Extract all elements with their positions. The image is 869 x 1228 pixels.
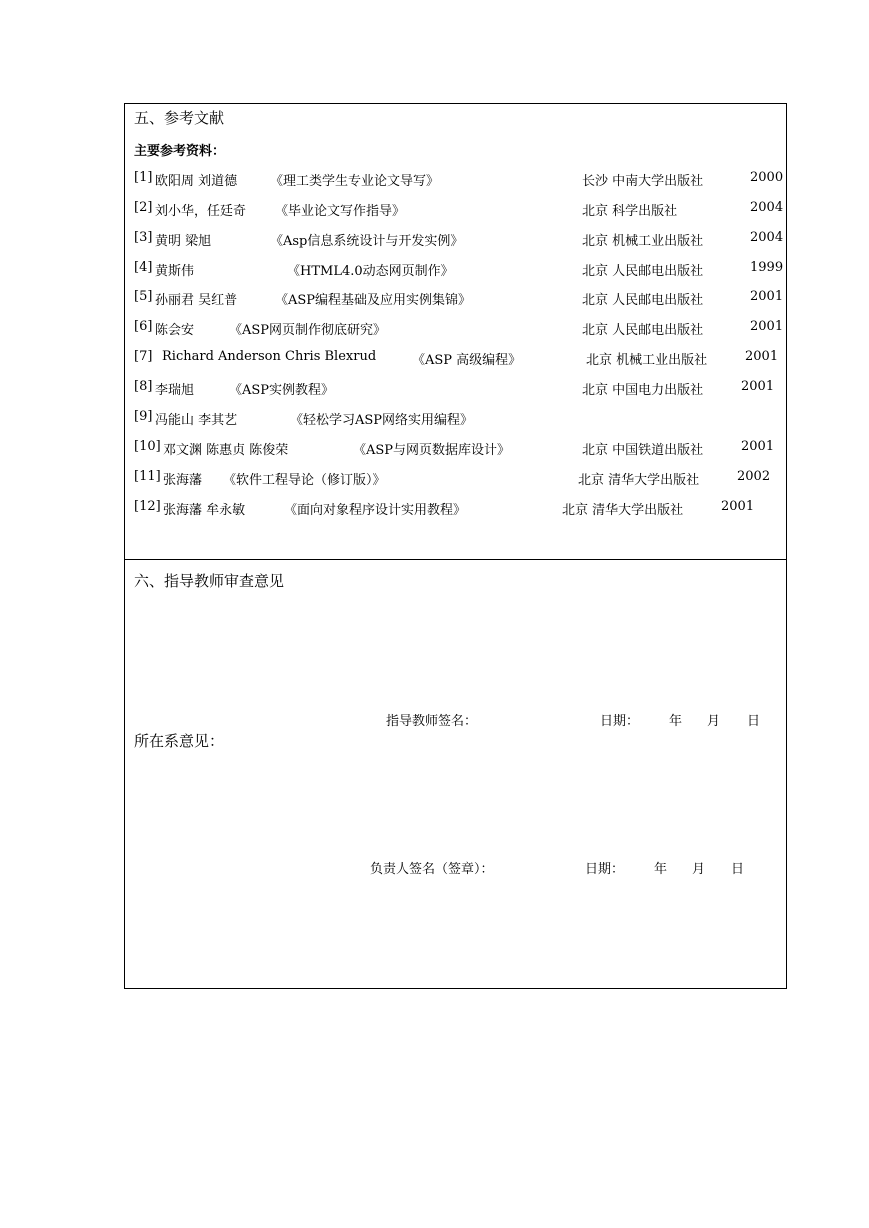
reference-number: [3] <box>134 230 153 245</box>
reference-authors: 欧阳周 刘道德 <box>155 174 238 189</box>
proposal-form-table <box>124 103 787 989</box>
reference-year: 1999 <box>750 260 784 275</box>
head-date-label: 日期： <box>585 862 625 877</box>
reference-publisher: 北京 人民邮电出版社 <box>582 323 704 338</box>
reference-number: [5] <box>134 289 153 304</box>
reference-item <box>125 289 786 307</box>
reference-title: 《ASP与网页数据库设计》 <box>353 443 511 458</box>
reference-year: 2001 <box>741 379 775 394</box>
reference-number: [10] <box>134 439 161 454</box>
reference-year: 2001 <box>721 499 755 514</box>
reference-number: [11] <box>134 469 161 484</box>
reference-year: 2004 <box>750 200 784 215</box>
reference-number: [6] <box>134 319 153 334</box>
reference-publisher: 北京 清华大学出版社 <box>562 503 684 518</box>
reference-item <box>125 349 786 367</box>
references-section <box>125 104 786 560</box>
reference-authors: 黄明 梁旭 <box>155 234 212 249</box>
reference-number: [12] <box>134 499 161 514</box>
references-heading: 五、参考文献 <box>134 109 225 127</box>
reference-number: [2] <box>134 200 153 215</box>
reference-authors: 邓文渊 陈惠贞 陈俊荣 <box>163 443 289 458</box>
review-heading: 六、指导教师审查意见 <box>134 572 285 590</box>
reference-authors: 冯能山 李其艺 <box>155 413 238 428</box>
reference-authors: 孙丽君 吴红普 <box>155 293 238 308</box>
reference-publisher: 北京 人民邮电出版社 <box>582 293 704 308</box>
reference-publisher: 北京 科学出版社 <box>582 204 678 219</box>
department-opinion-label: 所在系意见： <box>134 732 225 750</box>
reference-publisher: 北京 机械工业出版社 <box>586 353 708 368</box>
reference-number: [8] <box>134 379 153 394</box>
reference-number: [9] <box>134 409 153 424</box>
reference-item <box>125 260 786 278</box>
year-label: 年 <box>654 862 668 877</box>
reference-title: 《轻松学习ASP网络实用编程》 <box>290 413 474 428</box>
reference-item <box>125 499 786 517</box>
references-subheading: 主要参考资料： <box>134 144 226 159</box>
reference-title: 《ASP 高级编程》 <box>412 353 522 368</box>
reference-item <box>125 200 786 218</box>
reference-publisher: 北京 机械工业出版社 <box>582 234 704 249</box>
reference-title: 《Asp信息系统设计与开发实例》 <box>270 234 464 249</box>
reference-publisher: 北京 中国电力出版社 <box>582 383 704 398</box>
reference-title: 《ASP编程基础及应用实例集锦》 <box>275 293 472 308</box>
teacher-signature-label: 指导教师签名： <box>386 714 478 729</box>
reference-year: 2001 <box>750 289 784 304</box>
reference-item <box>125 170 786 188</box>
day-label: 日 <box>731 862 745 877</box>
reference-item <box>125 409 786 427</box>
reference-number: [7] <box>134 349 153 364</box>
month-label: 月 <box>692 862 706 877</box>
reference-authors: 刘小华，任廷奇 <box>155 204 247 219</box>
head-signature-label: 负责人签名（签章）： <box>370 862 494 877</box>
reference-publisher: 长沙 中南大学出版社 <box>582 174 704 189</box>
reference-item <box>125 469 786 487</box>
reference-authors: 李瑞旭 <box>155 383 195 398</box>
reference-item <box>125 319 786 337</box>
reference-authors: 陈会安 <box>155 323 195 338</box>
reference-title: 《软件工程导论（修订版）》 <box>223 473 386 488</box>
teacher-date-label: 日期： <box>600 714 640 729</box>
reference-year: 2000 <box>750 170 784 185</box>
reference-title: 《理工类学生专业论文导写》 <box>270 174 440 189</box>
reference-publisher: 北京 清华大学出版社 <box>578 473 700 488</box>
reference-title: 《ASP网页制作彻底研究》 <box>229 323 387 338</box>
reference-title: 《面向对象程序设计实用教程》 <box>284 503 467 518</box>
reference-publisher: 北京 人民邮电出版社 <box>582 264 704 279</box>
month-label: 月 <box>707 714 721 729</box>
reference-number: [1] <box>134 170 153 185</box>
reference-item <box>125 230 786 248</box>
reference-authors: 张海藩 <box>163 473 203 488</box>
reference-number: [4] <box>134 260 153 275</box>
teacher-signature-line <box>125 710 786 728</box>
reference-year: 2001 <box>745 349 779 364</box>
reference-year: 2001 <box>741 439 775 454</box>
reference-publisher: 北京 中国铁道出版社 <box>582 443 704 458</box>
reference-title: 《HTML4.0动态网页制作》 <box>287 264 454 279</box>
reference-title: 《毕业论文写作指导》 <box>275 204 406 219</box>
reference-authors: 黄斯伟 <box>155 264 195 279</box>
head-signature-line <box>125 858 786 876</box>
reference-title: 《ASP实例教程》 <box>229 383 335 398</box>
reference-year: 2002 <box>737 469 771 484</box>
day-label: 日 <box>747 714 761 729</box>
reference-authors: 张海藩 牟永敏 <box>163 503 246 518</box>
reference-year: 2001 <box>750 319 784 334</box>
reference-year: 2004 <box>750 230 784 245</box>
reference-authors: Richard Anderson Chris Blexrud <box>162 349 377 364</box>
reference-item <box>125 379 786 397</box>
year-label: 年 <box>669 714 683 729</box>
reference-item <box>125 439 786 457</box>
review-section <box>125 560 786 988</box>
